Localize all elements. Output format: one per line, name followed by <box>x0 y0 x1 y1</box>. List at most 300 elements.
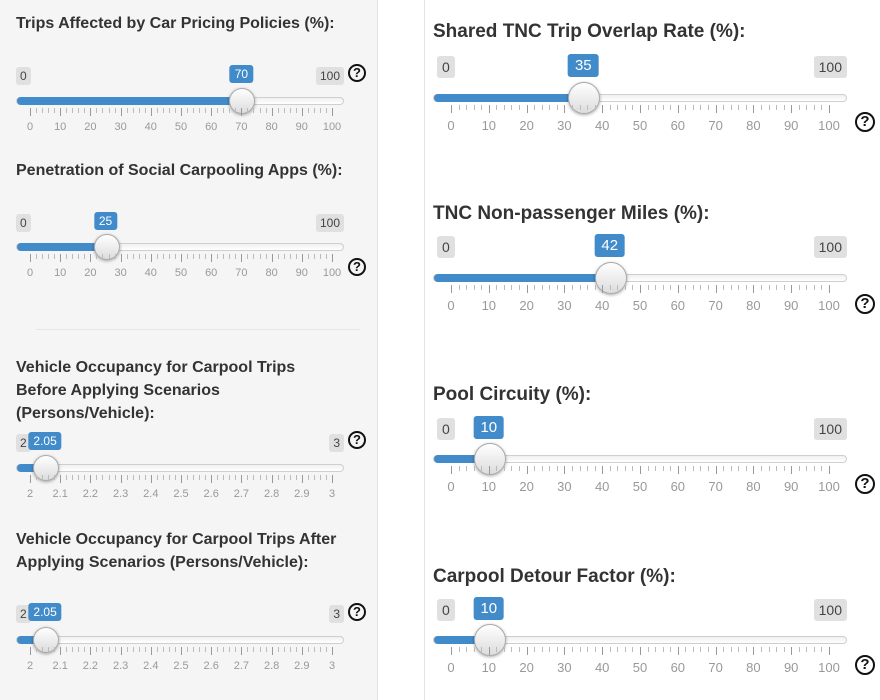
slider-tick <box>102 108 103 113</box>
slider-tick <box>799 647 800 652</box>
slider-tick <box>700 647 701 652</box>
slider-tick-label: 90 <box>783 298 799 313</box>
slider-tick <box>474 466 475 471</box>
slider-tick <box>302 254 303 262</box>
slider-tick <box>700 105 701 110</box>
slider-tick <box>42 108 43 113</box>
slider-tick <box>655 105 656 110</box>
slider-tick <box>217 108 218 113</box>
slider-tick <box>181 647 182 655</box>
slider-tick <box>66 108 67 113</box>
slider-track[interactable] <box>16 243 344 251</box>
slider-tick-label: 50 <box>174 121 188 133</box>
slider-tick <box>241 108 242 116</box>
slider-tick-label: 30 <box>114 267 127 279</box>
slider-tick <box>557 647 558 652</box>
slider-tick <box>217 475 218 480</box>
slider-tick <box>572 285 573 290</box>
slider-tick <box>284 475 285 480</box>
slider-tick <box>48 254 49 259</box>
slider-tick <box>193 647 194 652</box>
slider-tick <box>127 254 128 259</box>
slider-tick <box>30 108 31 116</box>
slider-tick <box>625 647 626 652</box>
slider-tick <box>175 475 176 480</box>
slider-tick <box>78 108 79 113</box>
slider-tick <box>96 254 97 259</box>
slider-tick-label: 2.9 <box>294 488 310 500</box>
slider-tick <box>746 647 747 652</box>
slider-tick <box>708 285 709 290</box>
slider-tick-labels <box>0 660 377 674</box>
slider-tick-label: 90 <box>295 121 308 133</box>
slider-tick <box>685 105 686 110</box>
help-icon[interactable]: ? <box>348 258 366 276</box>
help-icon[interactable]: ? <box>348 431 366 449</box>
slider-tick <box>602 285 603 293</box>
slider-tick <box>557 285 558 290</box>
slider-tick <box>587 647 588 652</box>
slider-label: Trips Affected by Car Pricing Policies (%): <box>16 15 335 32</box>
slider-tick <box>587 105 588 110</box>
slider-tick <box>90 254 91 262</box>
slider-tick <box>193 475 194 480</box>
slider-tick-label: 2.2 <box>82 488 99 500</box>
slider-tick <box>121 647 122 655</box>
slider-label: TNC Non-passenger Miles (%): <box>433 203 710 224</box>
help-icon[interactable]: ? <box>348 64 366 82</box>
slider-tick <box>223 647 224 652</box>
slider-tick <box>127 108 128 113</box>
slider-label: Vehicle Occupancy for Carpool Trips Before Applying Scenarios (Persons/Vehicle): <box>16 359 296 422</box>
slider-tick <box>791 285 792 293</box>
slider-max-label: 100 <box>814 56 847 78</box>
slider-value-badge: 70 <box>230 65 253 83</box>
slider-tick <box>451 466 452 474</box>
slider-tick <box>625 285 626 290</box>
slider-track[interactable] <box>433 274 847 282</box>
slider-tick <box>610 285 611 290</box>
slider-tick <box>320 647 321 652</box>
slider-tick-label: 90 <box>783 660 799 675</box>
slider-tick <box>241 647 242 655</box>
slider-tick-label: 90 <box>783 118 799 133</box>
slider-tick <box>829 285 830 293</box>
slider-tick <box>121 475 122 483</box>
slider-tick <box>308 108 309 113</box>
slider-tick <box>716 105 717 113</box>
slider-tick <box>42 647 43 652</box>
slider-label: Pool Circuity (%): <box>433 384 592 405</box>
slider-tick <box>648 105 649 110</box>
slider-min-label: 0 <box>16 67 31 85</box>
slider-tick-labels <box>425 118 880 132</box>
slider-ticks <box>0 254 377 262</box>
slider-tick <box>314 647 315 652</box>
slider-tick <box>534 285 535 290</box>
help-icon[interactable]: ? <box>348 603 366 621</box>
slider-tick-label: 80 <box>746 118 761 133</box>
slider-tick-label: 40 <box>594 118 610 133</box>
slider-tick <box>205 647 206 652</box>
slider-tick <box>72 475 73 480</box>
slider-tick <box>332 108 333 116</box>
slider-tick-label: 2.4 <box>143 660 159 672</box>
slider-tick <box>602 466 603 474</box>
slider-tick <box>481 466 482 471</box>
right-panel <box>424 0 880 700</box>
slider-tick <box>708 105 709 110</box>
slider-tick <box>723 466 724 471</box>
slider-max-label: 100 <box>814 236 847 258</box>
slider-tick <box>511 647 512 652</box>
slider-tick <box>496 647 497 652</box>
slider-tick-label: 2 <box>26 660 34 672</box>
slider-tick <box>181 475 182 483</box>
slider-tick <box>459 466 460 471</box>
slider-tick <box>678 105 679 113</box>
slider-ticks <box>425 466 880 474</box>
slider-tick-label: 2.3 <box>112 660 129 672</box>
slider-tick <box>175 108 176 113</box>
slider-tick <box>247 647 248 652</box>
slider-tick <box>685 647 686 652</box>
slider-tick <box>685 285 686 290</box>
slider-tick <box>284 254 285 259</box>
slider-track[interactable] <box>16 636 344 644</box>
slider-tick <box>534 466 535 471</box>
slider-tick-label: 10 <box>481 298 497 313</box>
slider-tick <box>466 285 467 290</box>
slider-fill <box>434 274 611 282</box>
slider-tick-label: 70 <box>708 660 723 675</box>
slider-tick <box>451 105 452 113</box>
slider-tick-label: 2.1 <box>52 660 68 672</box>
slider-tick <box>723 647 724 652</box>
slider-tick <box>253 254 254 259</box>
slider-tick <box>78 647 79 652</box>
slider-tick <box>564 647 565 655</box>
slider-tick <box>223 254 224 259</box>
slider-tick <box>66 647 67 652</box>
slider-tick <box>302 647 303 655</box>
slider-tick <box>738 647 739 652</box>
slider-tick-label: 50 <box>632 298 648 313</box>
slider-tick <box>308 254 309 259</box>
help-icon[interactable]: ? <box>855 655 875 675</box>
slider-tick <box>235 108 236 113</box>
slider-tick <box>640 466 641 474</box>
slider-tick <box>151 647 152 655</box>
slider-tick <box>181 254 182 262</box>
slider-max-label: 100 <box>814 418 847 440</box>
slider-tick <box>187 475 188 480</box>
slider-tick-labels <box>0 488 377 502</box>
slider-value-badge: 10 <box>473 597 504 620</box>
slider-tick-label: 0 <box>26 267 34 279</box>
slider-track[interactable] <box>433 636 847 644</box>
slider-tick <box>84 475 85 480</box>
slider-tick <box>109 254 110 259</box>
slider-tick <box>278 647 279 652</box>
slider-tick-label: 20 <box>84 121 97 133</box>
slider-tick <box>610 105 611 110</box>
slider-tick <box>459 105 460 110</box>
slider-tick <box>332 475 333 483</box>
slider-tick <box>799 285 800 290</box>
slider-tick <box>102 254 103 259</box>
slider-tick <box>776 105 777 110</box>
slider-tick <box>169 108 170 113</box>
slider-tick <box>527 285 528 293</box>
slider-tick <box>670 466 671 471</box>
slider-tick-label: 50 <box>174 267 188 279</box>
slider-tick <box>806 105 807 110</box>
slider-tick <box>217 254 218 259</box>
slider-tick <box>708 647 709 652</box>
slider-tick <box>784 105 785 110</box>
help-icon[interactable]: ? <box>855 474 875 494</box>
slider-tick <box>260 254 261 259</box>
slider-tick-label: 100 <box>818 479 840 494</box>
slider-tick <box>211 108 212 116</box>
slider-tick <box>466 105 467 110</box>
slider-tick <box>542 466 543 471</box>
slider-tick <box>181 108 182 116</box>
slider-tick-label: 20 <box>84 267 97 279</box>
slider-tick <box>133 108 134 113</box>
slider-tick <box>235 254 236 259</box>
slider-tick <box>572 647 573 652</box>
slider-max-label: 3 <box>329 434 344 452</box>
slider-tick <box>791 647 792 655</box>
slider-tick <box>54 254 55 259</box>
slider-tick <box>806 466 807 471</box>
slider-tick <box>580 285 581 290</box>
slider-tick <box>109 647 110 652</box>
slider-tick <box>814 466 815 471</box>
slider-tick-label: 2.1 <box>52 488 68 500</box>
slider-tick <box>617 466 618 471</box>
slider-tick <box>284 647 285 652</box>
slider-tick <box>284 108 285 113</box>
slider-tick <box>326 647 327 652</box>
slider-tick-label: 90 <box>295 267 308 279</box>
slider-min-label: 0 <box>437 418 455 440</box>
slider-tick <box>519 105 520 110</box>
slider-tick <box>602 647 603 655</box>
slider-tick <box>260 475 261 480</box>
slider-tick <box>157 647 158 652</box>
slider-tick <box>199 475 200 480</box>
slider-tick <box>223 108 224 113</box>
slider-tick <box>54 647 55 652</box>
slider-tick <box>527 647 528 655</box>
slider-tick-label: 40 <box>144 121 157 133</box>
slider-tick <box>127 647 128 652</box>
slider-tick-label: 60 <box>205 267 218 279</box>
slider-ticks <box>425 647 880 655</box>
slider-tick <box>115 647 116 652</box>
slider-track[interactable] <box>433 455 847 463</box>
slider-tick-label: 100 <box>322 267 342 279</box>
slider-tick <box>549 285 550 290</box>
slider-tick <box>199 647 200 652</box>
slider-tick <box>693 105 694 110</box>
slider-tick-label: 0 <box>447 118 455 133</box>
slider-max-label: 100 <box>316 214 344 232</box>
slider-track[interactable] <box>16 97 344 105</box>
slider-tick <box>314 254 315 259</box>
slider-ticks <box>0 108 377 116</box>
slider-tick <box>302 108 303 116</box>
slider-tick-label: 100 <box>818 118 840 133</box>
slider-tick <box>640 647 641 655</box>
slider-tick <box>663 647 664 652</box>
slider-tick <box>151 475 152 483</box>
slider-tick-label: 3 <box>328 660 336 672</box>
slider-tick <box>489 105 490 113</box>
slider-max-label: 3 <box>329 605 344 623</box>
slider-tick <box>474 647 475 652</box>
slider-tick-label: 90 <box>783 479 799 494</box>
slider-tick <box>549 466 550 471</box>
slider-track[interactable] <box>16 464 344 472</box>
slider-tick <box>670 647 671 652</box>
slider-tick <box>534 647 535 652</box>
slider-tick <box>169 475 170 480</box>
slider-tick <box>241 254 242 262</box>
slider-tick <box>761 285 762 290</box>
slider-tick <box>193 254 194 259</box>
slider-tick <box>187 254 188 259</box>
slider-tick <box>723 285 724 290</box>
slider-tick <box>54 108 55 113</box>
slider-tick-label: 2.7 <box>233 488 250 500</box>
slider-tick <box>247 108 248 113</box>
slider-tick-label: 80 <box>265 121 278 133</box>
slider-tick <box>504 466 505 471</box>
slider-value-badge: 2.05 <box>28 432 61 450</box>
slider-tick <box>72 647 73 652</box>
slider-tick <box>527 105 528 113</box>
slider-tick <box>655 285 656 290</box>
slider-min-label: 0 <box>16 214 31 232</box>
slider-tick <box>731 647 732 652</box>
slider-tick <box>451 285 452 293</box>
slider-tick <box>139 254 140 259</box>
slider-tick <box>776 466 777 471</box>
slider-tick <box>663 105 664 110</box>
slider-tick <box>489 285 490 293</box>
slider-tick <box>655 647 656 652</box>
slider-tick <box>48 108 49 113</box>
slider-tick <box>223 475 224 480</box>
slider-tick <box>253 108 254 113</box>
slider-tick <box>496 105 497 110</box>
slider-tick <box>42 254 43 259</box>
slider-tick <box>157 254 158 259</box>
slider-tick <box>260 108 261 113</box>
slider-tick <box>504 285 505 290</box>
slider-tick <box>320 475 321 480</box>
slider-tick-label: 10 <box>481 660 497 675</box>
slider-tick <box>564 466 565 474</box>
slider-min-label: 0 <box>437 236 455 258</box>
slider-tick <box>738 285 739 290</box>
slider-tick <box>211 647 212 655</box>
slider-tick-label: 80 <box>746 479 761 494</box>
slider-tick <box>193 108 194 113</box>
slider-tick <box>776 285 777 290</box>
slider-tick-label: 2.4 <box>143 488 159 500</box>
slider-tick <box>320 254 321 259</box>
slider-tick <box>640 285 641 293</box>
slider-tick <box>564 285 565 293</box>
slider-tick <box>36 108 37 113</box>
slider-tick <box>145 108 146 113</box>
slider-tick <box>459 285 460 290</box>
slider-tick <box>60 647 61 655</box>
slider-tick <box>451 647 452 655</box>
slider-tick <box>66 254 67 259</box>
slider-tick <box>272 647 273 655</box>
slider-value-badge: 25 <box>94 212 117 230</box>
slider-tick <box>272 108 273 116</box>
slider-tick <box>229 108 230 113</box>
slider-tick <box>320 108 321 113</box>
slider-track[interactable] <box>433 94 847 102</box>
slider-tick <box>247 254 248 259</box>
slider-tick <box>278 254 279 259</box>
slider-tick-label: 2.9 <box>294 660 310 672</box>
slider-tick <box>253 475 254 480</box>
help-icon[interactable]: ? <box>855 294 875 314</box>
slider-tick <box>326 108 327 113</box>
slider-tick <box>199 108 200 113</box>
slider-tick <box>610 647 611 652</box>
slider-ticks <box>425 285 880 293</box>
slider-tick <box>72 108 73 113</box>
slider-tick <box>229 475 230 480</box>
slider-tick <box>96 647 97 652</box>
slider-tick <box>693 466 694 471</box>
slider-tick <box>799 466 800 471</box>
slider-tick <box>145 254 146 259</box>
slider-tick <box>205 475 206 480</box>
slider-tick-label: 60 <box>670 298 686 313</box>
slider-tick <box>663 285 664 290</box>
slider-tick-label: 40 <box>594 298 610 313</box>
left-panel <box>0 0 378 700</box>
slider-tick <box>163 647 164 652</box>
slider-max-label: 100 <box>814 599 847 621</box>
slider-tick <box>266 254 267 259</box>
slider-tick <box>806 647 807 652</box>
slider-tick <box>557 466 558 471</box>
slider-tick <box>121 254 122 262</box>
slider-tick-label: 40 <box>594 660 610 675</box>
slider-tick <box>36 647 37 652</box>
slider-tick <box>121 108 122 116</box>
help-icon[interactable]: ? <box>855 112 875 132</box>
slider-tick <box>78 475 79 480</box>
slider-tick <box>151 254 152 262</box>
slider-tick <box>90 108 91 116</box>
slider-tick-label: 2.5 <box>173 488 189 500</box>
slider-tick <box>716 647 717 655</box>
slider-tick <box>133 647 134 652</box>
